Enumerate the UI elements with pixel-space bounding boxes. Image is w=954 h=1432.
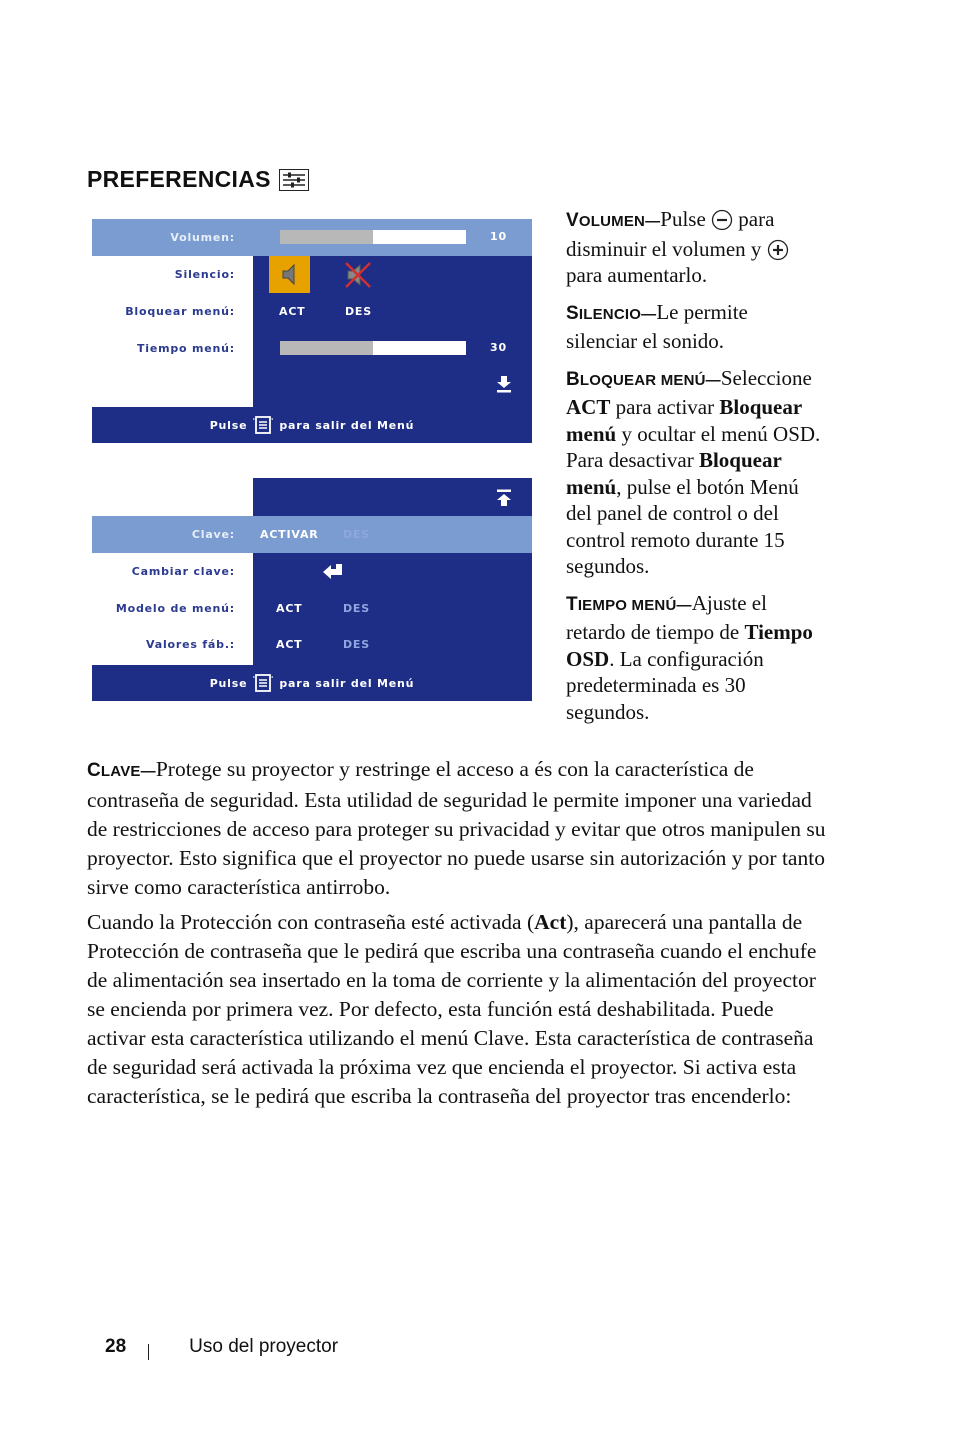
option-act[interactable]: ACT xyxy=(279,305,306,318)
menu-time-description: TIEMPO MENÚ—Ajuste el retardo de tiempo de Tiempo OSD. La configuración predeterminada es 30 segundos. xyxy=(566,590,813,724)
osd-label: Cambiar clave: xyxy=(131,565,235,578)
footer-text-post: para salir del Menú xyxy=(279,676,415,690)
password-detail-paragraph: Cuando la Protección con contraseña esté activada (Act), aparecerá una pantalla de Protección de contraseña que le pedirá que escriba una contraseña cuando el enchufe de alimentación sea insertado en la toma de corriente y la alimentación del proyector se encienda por primera vez. Por defecto, esta función está deshabilitada. Puede activar esta característica utilizando el menú Clave. Esta característica de contraseña de seguridad será activada la próxima vez que encienda el proyector. Si activa esta característica, se le pedirá que escriba la contraseña del proyector tras encenderlo: xyxy=(87,910,817,1108)
osd-row-change-password[interactable] xyxy=(92,553,532,590)
menu-button-icon xyxy=(253,674,273,692)
menu-button-icon xyxy=(253,416,273,434)
osd-label: Valores fáb.: xyxy=(146,638,235,651)
term-heading: VOLUMEN— xyxy=(566,210,661,231)
term-heading: SILENCIO— xyxy=(566,302,657,324)
option-act[interactable]: ACT xyxy=(276,602,303,615)
lock-menu-description: BLOQUEAR MENÚ—Seleccione ACT para activar Bloquear menú y ocultar el menú OSD. Para desactivar Bloquear menú, pulse el botón Menú del panel de control o del control remoto durante 15 segundos. xyxy=(566,365,821,578)
option-activar[interactable]: ACTIVAR xyxy=(260,528,319,541)
speaker-muted-icon[interactable] xyxy=(342,259,374,291)
mute-description: SILENCIO—Le permite silenciar el sonido. xyxy=(566,299,748,353)
menu-time-slider[interactable] xyxy=(280,341,466,355)
option-des[interactable]: DES xyxy=(343,528,370,541)
speaker-icon xyxy=(269,256,310,293)
osd-row-lock-menu[interactable] xyxy=(92,293,532,330)
section-name: Uso del proyector xyxy=(189,1336,339,1357)
term-heading: CLAVE— xyxy=(87,760,156,781)
osd-label: Clave: xyxy=(191,528,235,541)
preferences-icon xyxy=(279,169,309,191)
osd-row-volume[interactable] xyxy=(92,219,532,256)
term-heading: BLOQUEAR MENÚ— xyxy=(566,368,721,390)
osd-row-factory-reset[interactable] xyxy=(92,626,532,663)
volume-slider-fill xyxy=(280,230,373,244)
page-footer xyxy=(105,1336,338,1358)
speaker-on-button[interactable] xyxy=(269,256,310,293)
osd-label: Modelo de menú: xyxy=(115,602,235,615)
option-des[interactable]: DES xyxy=(343,602,370,615)
minus-button-icon xyxy=(711,209,733,231)
page-up-icon[interactable] xyxy=(496,489,512,507)
volume-value: 10 xyxy=(490,230,507,243)
osd-menu-preferences-1 xyxy=(92,219,532,443)
password-paragraph: CLAVE—Protege su proyector y restringe el acceso a és con la característica de contraseña de seguridad. Esta utilidad de seguridad le permite imponer una variedad de restricciones de acceso para proteger su privacidad y evitar que otros manipulen su proyector. Esto significa que el proyector no puede usarse sin autorización y por tanto sirve como característica antirrobo. xyxy=(87,757,826,899)
osd-menu-preferences-2 xyxy=(92,478,532,701)
term-heading: TIEMPO MENÚ— xyxy=(566,593,692,615)
volume-description: VOLUMEN—Pulse para disminuir el volumen y para aumentarlo. xyxy=(566,206,824,289)
osd-label: Volumen: xyxy=(170,231,235,244)
footer-text-pre: Pulse xyxy=(209,676,248,690)
option-des[interactable]: DES xyxy=(343,638,370,651)
menu-time-value: 30 xyxy=(490,341,507,354)
section-title: PREFERENCIAS xyxy=(87,166,271,192)
footer-divider xyxy=(148,1344,149,1360)
footer-text-pre: Pulse xyxy=(209,418,248,432)
page-number: 28 xyxy=(105,1336,127,1357)
osd-footer xyxy=(92,665,532,701)
option-act[interactable]: ACT xyxy=(276,638,303,651)
osd-row-mute[interactable] xyxy=(92,256,532,293)
page-down-icon[interactable] xyxy=(496,375,512,393)
section-heading xyxy=(87,166,309,193)
osd-row-menu-mode[interactable] xyxy=(92,590,532,627)
option-des[interactable]: DES xyxy=(345,305,372,318)
side-description xyxy=(566,206,824,735)
volume-slider[interactable] xyxy=(280,230,466,244)
osd-label: Silencio: xyxy=(174,268,235,281)
menu-time-slider-fill xyxy=(280,341,373,355)
osd-footer xyxy=(92,407,532,443)
osd-label: Tiempo menú: xyxy=(136,342,235,355)
osd-row-menu-time[interactable] xyxy=(92,330,532,367)
enter-icon[interactable] xyxy=(322,561,344,581)
plus-button-icon xyxy=(767,239,789,261)
footer-text-post: para salir del Menú xyxy=(279,418,415,432)
osd-label: Bloquear menú: xyxy=(125,305,235,318)
osd-row-password[interactable] xyxy=(92,516,532,553)
